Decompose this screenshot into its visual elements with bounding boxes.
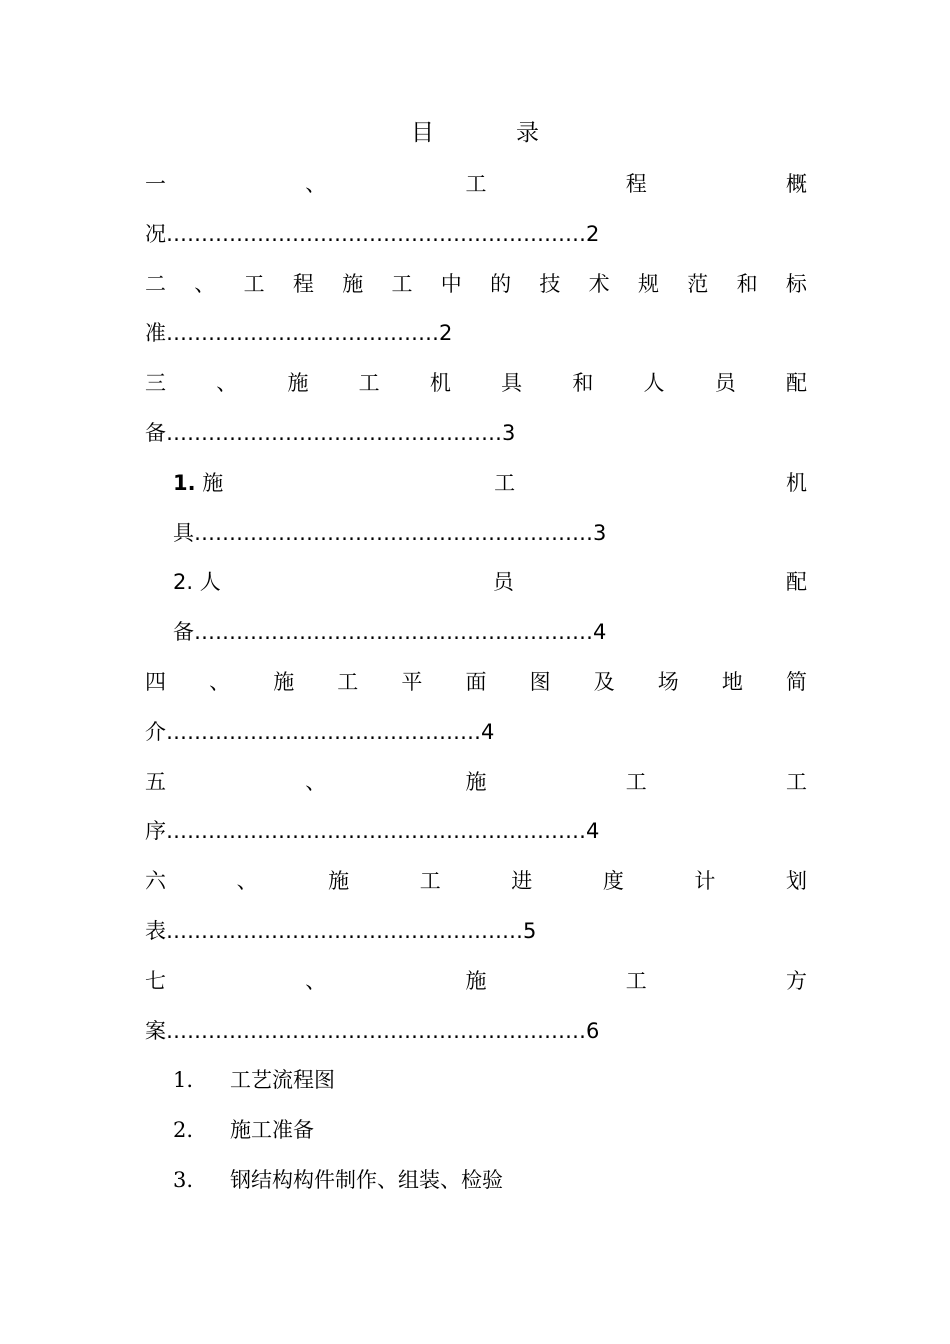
heading-char: 标	[785, 271, 807, 296]
heading-char: 三	[145, 371, 166, 396]
heading-char: 工	[786, 769, 807, 794]
toc-entry-2-leader[interactable]	[145, 309, 807, 359]
table-of-contents	[145, 160, 807, 1206]
toc-entry-3-2-first: 人	[199, 570, 221, 595]
toc-entry-3-1-number-group	[173, 459, 223, 509]
heading-char: 施	[273, 669, 295, 694]
toc-entry-7-tail: 案	[145, 1018, 166, 1043]
toc-entry-4-leader[interactable]	[145, 708, 807, 758]
heading-char: 工	[625, 968, 647, 993]
heading-char: 及	[593, 669, 615, 694]
toc-entry-6-leader[interactable]	[145, 907, 807, 957]
toc-entry-5-dots: ……………………………………………………	[166, 819, 586, 844]
toc-entry-5-leader[interactable]	[145, 807, 807, 857]
toc-entry-3-2-tail: 备	[173, 620, 194, 645]
heading-char: 二	[145, 271, 166, 296]
toc-entry-6-tail: 表	[145, 918, 166, 943]
heading-char: 地	[721, 669, 743, 694]
heading-char: 配	[785, 371, 807, 396]
toc-entry-4-page: 4	[481, 719, 495, 744]
heading-char: 范	[687, 271, 709, 296]
toc-title: 目录	[411, 120, 621, 146]
toc-entry-3-1-page: 3	[593, 520, 607, 545]
heading-char: 概	[786, 172, 807, 196]
heading-char: 工	[625, 769, 647, 794]
toc-entry-3-2-heading	[145, 558, 807, 608]
toc-entry-3-1-mid: 工	[494, 470, 516, 495]
toc-entry-3-1-number: 1.	[173, 470, 196, 495]
heading-char: 工	[391, 271, 413, 296]
list-item-label: 工艺流程图	[230, 1068, 335, 1093]
heading-char: 工	[419, 869, 441, 894]
toc-entry-3-dots: …………………………………………	[166, 420, 502, 445]
heading-char: 工	[358, 371, 380, 396]
heading-char: 技	[539, 271, 561, 296]
toc-entry-3-2-last: 配	[785, 570, 807, 595]
heading-char: 的	[490, 271, 512, 296]
toc-entry-7-heading	[145, 957, 807, 1007]
heading-char: 、	[194, 271, 216, 296]
heading-char: 方	[786, 968, 807, 993]
heading-char: 程	[625, 172, 647, 196]
heading-char: 施	[342, 271, 364, 296]
heading-char: 场	[657, 669, 679, 694]
heading-char: 和	[572, 371, 594, 396]
toc-entry-3-1-first: 施	[202, 470, 224, 495]
heading-char: 六	[145, 869, 166, 894]
toc-entry-2-dots: …………………………………	[166, 321, 439, 346]
heading-char: 机	[429, 371, 451, 396]
heading-char: 、	[216, 371, 238, 396]
heading-char: 施	[465, 769, 487, 794]
heading-char: 具	[501, 371, 523, 396]
toc-entry-3-page: 3	[502, 420, 516, 445]
heading-char: 规	[637, 271, 659, 296]
heading-char: 、	[236, 869, 258, 894]
heading-char: 程	[292, 271, 314, 296]
toc-entry-2-tail: 准	[145, 321, 166, 346]
toc-entry-3-1-leader[interactable]	[145, 509, 807, 559]
heading-char: 员	[714, 371, 736, 396]
heading-char: 工	[465, 172, 487, 196]
toc-entry-7-dots: ……………………………………………………	[166, 1018, 586, 1043]
heading-char: 图	[529, 669, 551, 694]
heading-char: 中	[440, 271, 462, 296]
heading-char: 施	[465, 968, 487, 993]
toc-entry-4-dots: ………………………………………	[166, 719, 481, 744]
list-item	[145, 1106, 807, 1156]
toc-entry-5-heading	[145, 758, 807, 808]
toc-entry-4-tail: 介	[145, 719, 166, 744]
toc-entry-3-1-last: 机	[786, 470, 807, 495]
toc-entry-3-1-dots: …………………………………………………	[194, 520, 593, 545]
heading-char: 进	[511, 869, 533, 894]
heading-char: 、	[209, 669, 231, 694]
toc-entry-3-1-tail: 具	[173, 520, 194, 545]
heading-char: 工	[337, 669, 359, 694]
list-item-number: 2.	[173, 1118, 194, 1143]
heading-char: 七	[145, 968, 166, 993]
toc-entry-6-heading	[145, 857, 807, 907]
heading-char: 度	[602, 869, 624, 894]
toc-entry-5-page: 4	[586, 819, 600, 844]
heading-char: 五	[145, 769, 166, 794]
toc-entry-3-2-mid: 员	[492, 570, 514, 595]
heading-char: 和	[736, 271, 758, 296]
toc-entry-3-leader[interactable]	[145, 409, 807, 459]
toc-entry-1-dots: ……………………………………………………	[166, 221, 586, 246]
toc-entry-3-tail: 备	[145, 420, 166, 445]
toc-entry-7-leader[interactable]	[145, 1007, 807, 1057]
toc-entry-3-2-number: 2.	[173, 570, 194, 595]
heading-char: 一	[145, 172, 166, 196]
toc-entry-3-1-heading	[145, 459, 807, 509]
list-item-number: 1.	[173, 1068, 194, 1093]
toc-entry-1-tail: 况	[145, 221, 166, 246]
toc-entry-3-2-dots: …………………………………………………	[194, 620, 593, 645]
list-item	[145, 1056, 807, 1106]
toc-entry-7-page: 6	[586, 1018, 600, 1043]
toc-entry-6-page: 5	[523, 918, 537, 943]
toc-entry-3-2-page: 4	[593, 620, 607, 645]
heading-char: 四	[145, 669, 166, 694]
toc-entry-4-heading	[145, 658, 807, 708]
list-item-label: 钢结构构件制作、组装、检验	[230, 1167, 503, 1192]
toc-entry-1-heading	[145, 160, 807, 210]
heading-char: 人	[643, 371, 665, 396]
heading-char: 工	[243, 271, 265, 296]
heading-char: 施	[328, 869, 350, 894]
toc-entry-1-page: 2	[586, 221, 600, 246]
heading-char: 、	[305, 172, 327, 196]
heading-char: 简	[785, 669, 807, 694]
toc-entry-2-page: 2	[439, 321, 453, 346]
toc-entry-3-2-leader[interactable]	[145, 608, 807, 658]
heading-char: 、	[305, 769, 327, 794]
heading-char: 面	[465, 669, 487, 694]
heading-char: 划	[785, 869, 807, 894]
toc-entry-5-tail: 序	[145, 819, 166, 844]
toc-entry-1-leader[interactable]	[145, 210, 807, 260]
toc-entry-2-heading	[145, 260, 807, 310]
heading-char: 计	[694, 869, 716, 894]
toc-entry-3-2-number-group	[173, 558, 221, 608]
heading-char: 施	[287, 371, 309, 396]
toc-entry-6-dots: ……………………………………………	[166, 918, 523, 943]
heading-char: 平	[401, 669, 423, 694]
list-item-label: 施工准备	[230, 1118, 314, 1143]
heading-char: 、	[305, 968, 327, 993]
list-item	[145, 1156, 807, 1206]
list-item-number: 3.	[173, 1167, 194, 1192]
toc-entry-3-heading	[145, 359, 807, 409]
heading-char: 术	[588, 271, 610, 296]
